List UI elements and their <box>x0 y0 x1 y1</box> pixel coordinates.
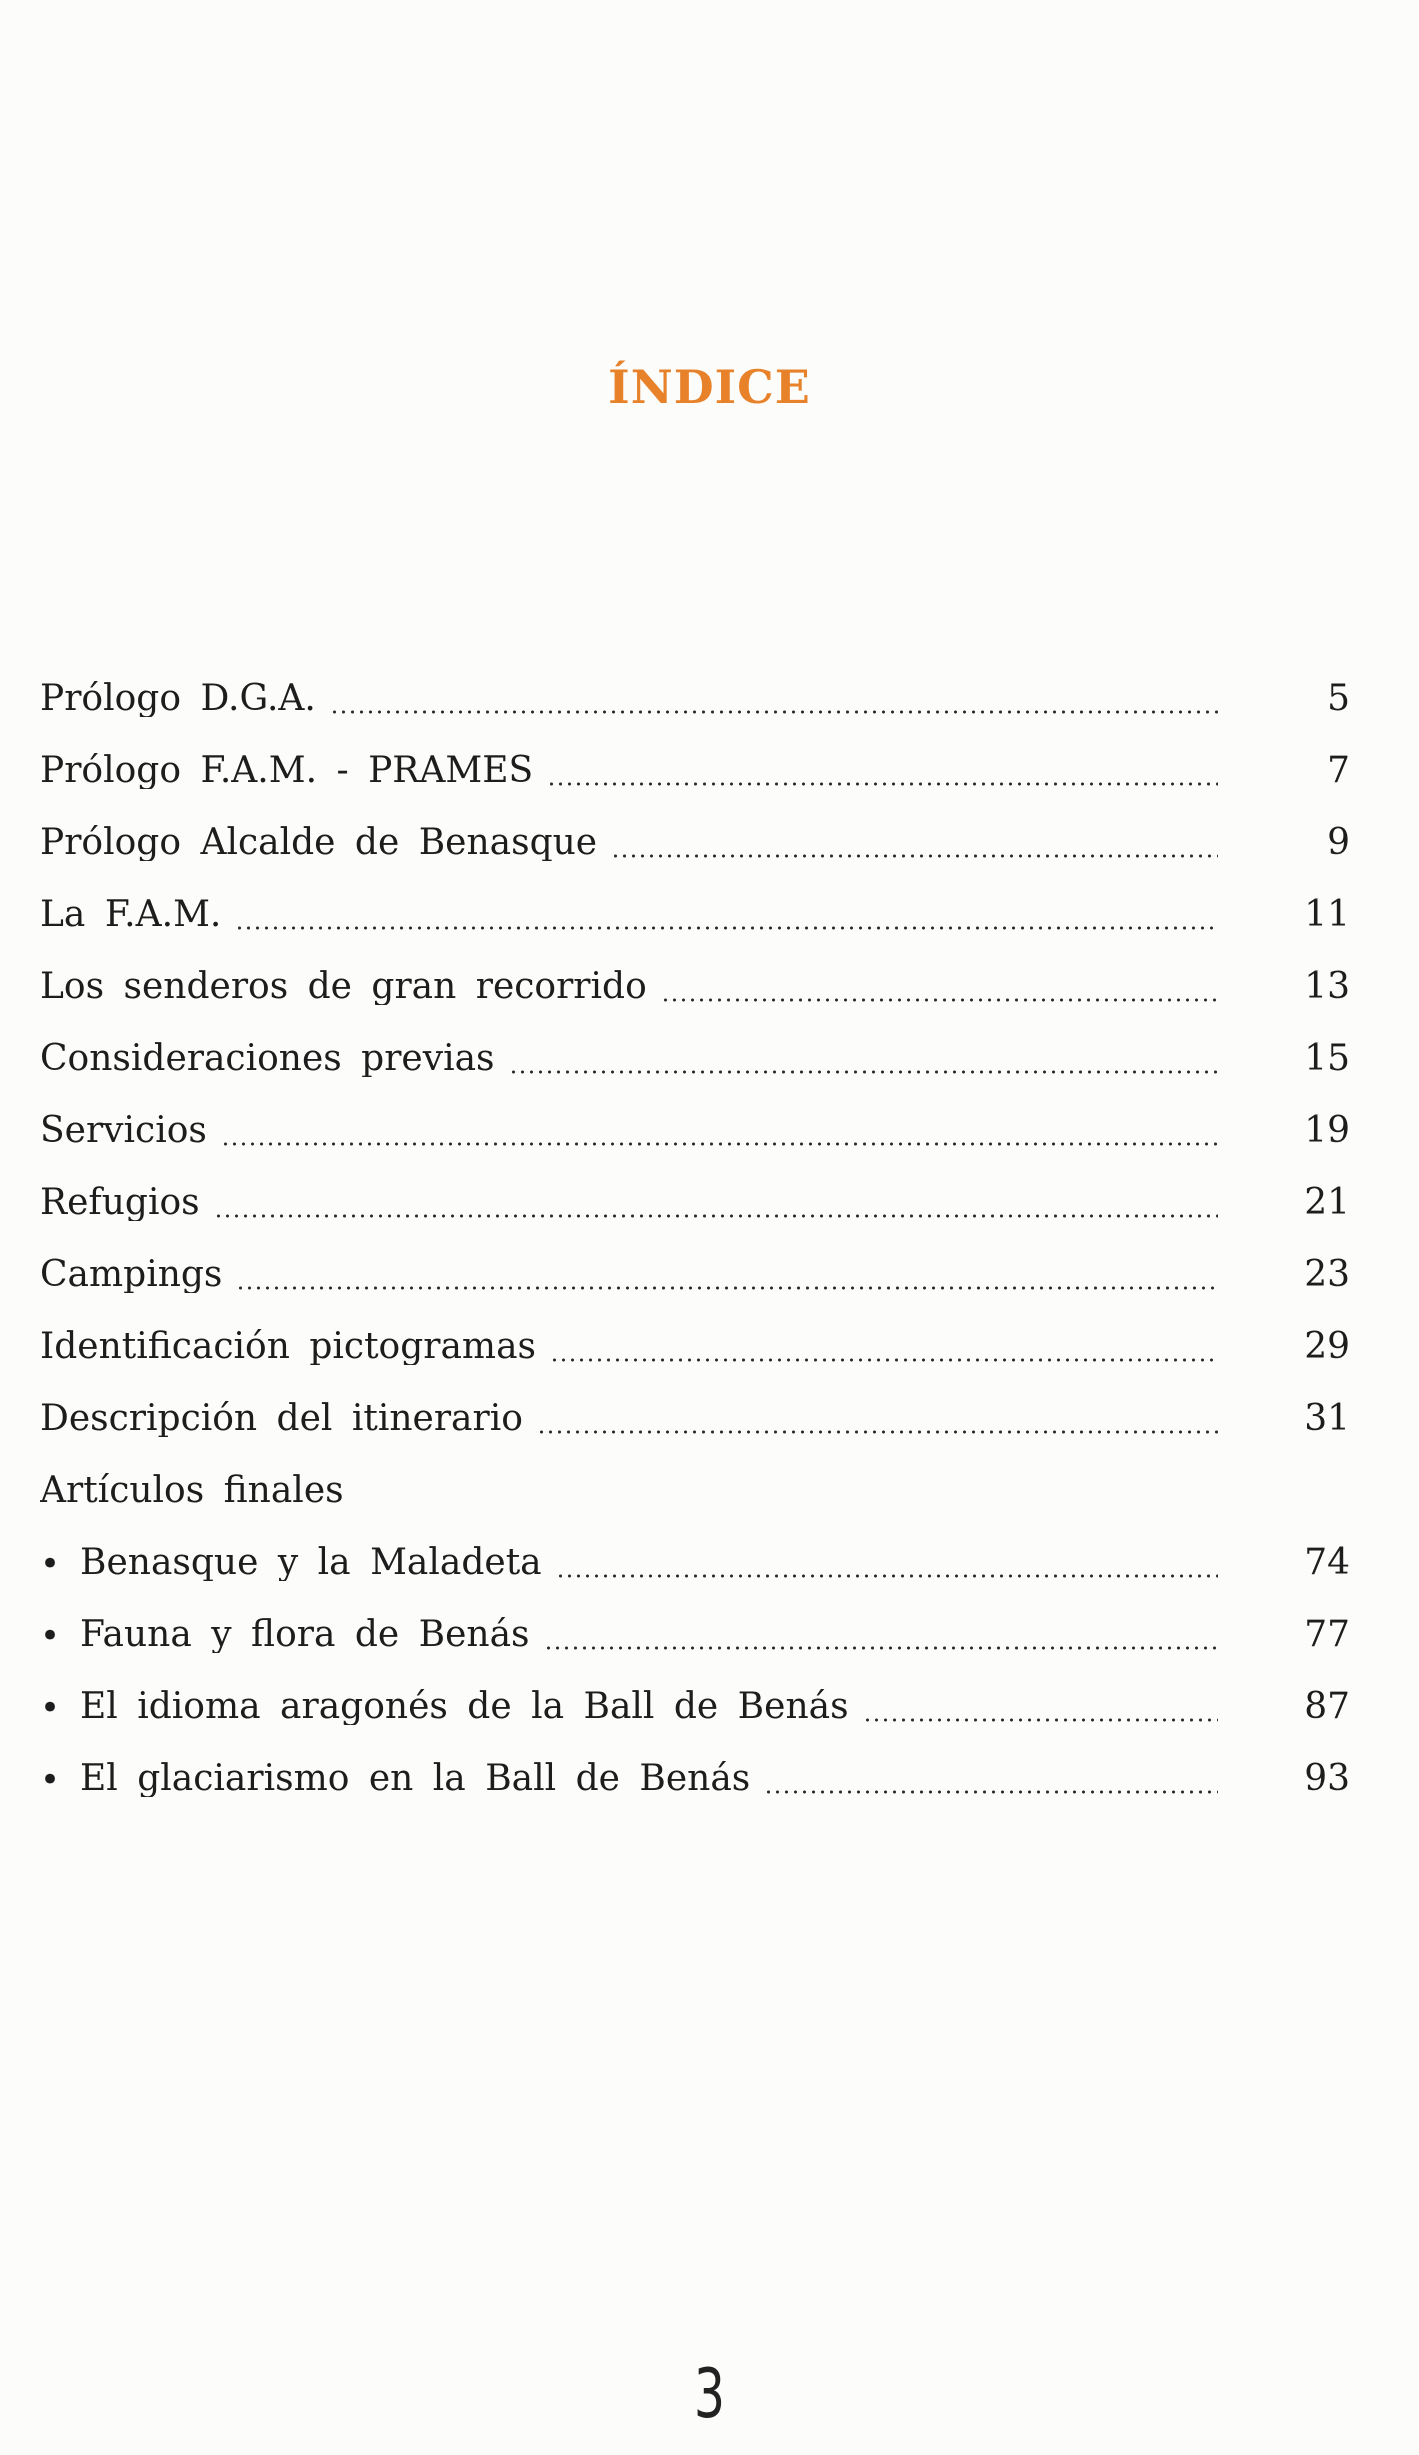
dot-leader <box>550 1358 1218 1362</box>
toc-entry-line <box>40 897 1220 933</box>
toc-entry-page: 77 <box>1304 1614 1350 1655</box>
toc-entry-label: El idioma aragonés de la Ball de Benás <box>80 1689 849 1725</box>
toc-entry-label: El glaciarismo en la Ball de Benás <box>80 1761 751 1797</box>
toc-entry[interactable] <box>40 789 1350 861</box>
toc-entry-label: La F.A.M. <box>40 897 222 933</box>
toc-entry-page: 29 <box>1304 1326 1350 1367</box>
toc-entry-page: 11 <box>1304 894 1350 935</box>
toc-entry-label: Fauna y flora de Benás <box>80 1617 530 1653</box>
dot-leader <box>547 782 1218 786</box>
toc-sub-entry[interactable] <box>40 1725 1350 1797</box>
dot-leader <box>509 1070 1218 1074</box>
dot-leader <box>544 1646 1218 1650</box>
toc-entry-label: Prólogo D.G.A. <box>40 681 316 717</box>
toc-entry-label: Servicios <box>40 1113 207 1149</box>
dot-leader <box>556 1574 1218 1578</box>
toc-entry-page: 23 <box>1304 1254 1350 1295</box>
dot-leader <box>863 1718 1218 1722</box>
toc-entry-page: 9 <box>1327 822 1350 863</box>
toc-entry-line <box>40 753 1220 789</box>
bullet-icon: • <box>40 1689 61 1725</box>
toc-entry[interactable] <box>40 1005 1350 1077</box>
toc-entry[interactable] <box>40 645 1350 717</box>
toc-entry-label: Benasque y la Maladeta <box>80 1545 542 1581</box>
toc-entry[interactable] <box>40 1293 1350 1365</box>
toc-entry-page: 21 <box>1304 1182 1350 1223</box>
toc-section-line <box>40 1473 1220 1509</box>
dot-leader <box>235 926 1218 930</box>
toc-entry-page: 19 <box>1304 1110 1350 1151</box>
index-title: ÍNDICE <box>608 360 811 414</box>
toc-entry-line <box>40 1257 1220 1293</box>
toc-entry[interactable] <box>40 933 1350 1005</box>
toc-entry-label: Campings <box>40 1257 223 1293</box>
toc-entry-page: 31 <box>1304 1398 1350 1439</box>
toc-entry-label: Prólogo Alcalde de Benasque <box>40 825 598 861</box>
toc-sub-entry[interactable] <box>40 1581 1350 1653</box>
toc-entry-line <box>40 681 1220 717</box>
dot-leader <box>661 998 1218 1002</box>
toc-entry-page: 7 <box>1327 750 1350 791</box>
toc-entry-label: Consideraciones previas <box>40 1041 495 1077</box>
toc-entry[interactable] <box>40 1149 1350 1221</box>
dot-leader <box>537 1430 1218 1434</box>
bullet-icon: • <box>40 1617 61 1653</box>
dot-leader <box>330 710 1218 714</box>
toc-entry[interactable] <box>40 1077 1350 1149</box>
toc-entry-line <box>40 1761 1220 1797</box>
toc-sub-entry[interactable] <box>40 1653 1350 1725</box>
toc-entry-line <box>40 1689 1220 1725</box>
toc-section-heading <box>40 1437 1350 1509</box>
bullet-icon: • <box>40 1545 61 1581</box>
dot-leader <box>214 1214 1218 1218</box>
toc-entry-line <box>40 969 1220 1005</box>
toc-entry-label: Descripción del itinerario <box>40 1401 523 1437</box>
dot-leader <box>611 854 1218 858</box>
toc-entry-line <box>40 1185 1220 1221</box>
toc-sub-entry[interactable] <box>40 1509 1350 1581</box>
toc-entry-page: 93 <box>1304 1758 1350 1799</box>
toc-entry-page: 87 <box>1304 1686 1350 1727</box>
toc-entry-line <box>40 825 1220 861</box>
toc-entry[interactable] <box>40 1221 1350 1293</box>
toc-entry-label: Prólogo F.A.M. - PRAMES <box>40 753 534 789</box>
toc-entry-page: 15 <box>1304 1038 1350 1079</box>
toc-entry-line <box>40 1617 1220 1653</box>
dot-leader <box>236 1286 1218 1290</box>
toc-entry-line <box>40 1545 1220 1581</box>
section-heading-label: Artículos finales <box>40 1473 344 1509</box>
toc-entry-line <box>40 1329 1220 1365</box>
toc-entry[interactable] <box>40 861 1350 933</box>
toc-entry[interactable] <box>40 717 1350 789</box>
toc-entry-line <box>40 1401 1220 1437</box>
bullet-icon: • <box>40 1761 61 1797</box>
table-of-contents <box>40 645 1350 1797</box>
toc-entry[interactable] <box>40 1365 1350 1437</box>
page-number: 3 <box>693 2355 726 2434</box>
toc-entry-label: Identificación pictogramas <box>40 1329 537 1365</box>
toc-entry-label: Refugios <box>40 1185 200 1221</box>
dot-leader <box>221 1142 1218 1146</box>
toc-entry-page: 13 <box>1304 966 1350 1007</box>
toc-entry-label: Los senderos de gran recorrido <box>40 969 647 1005</box>
toc-entry-line <box>40 1113 1220 1149</box>
toc-entry-line <box>40 1041 1220 1077</box>
toc-entry-page: 5 <box>1327 678 1350 719</box>
dot-leader <box>764 1790 1218 1794</box>
toc-entry-page: 74 <box>1304 1542 1350 1583</box>
